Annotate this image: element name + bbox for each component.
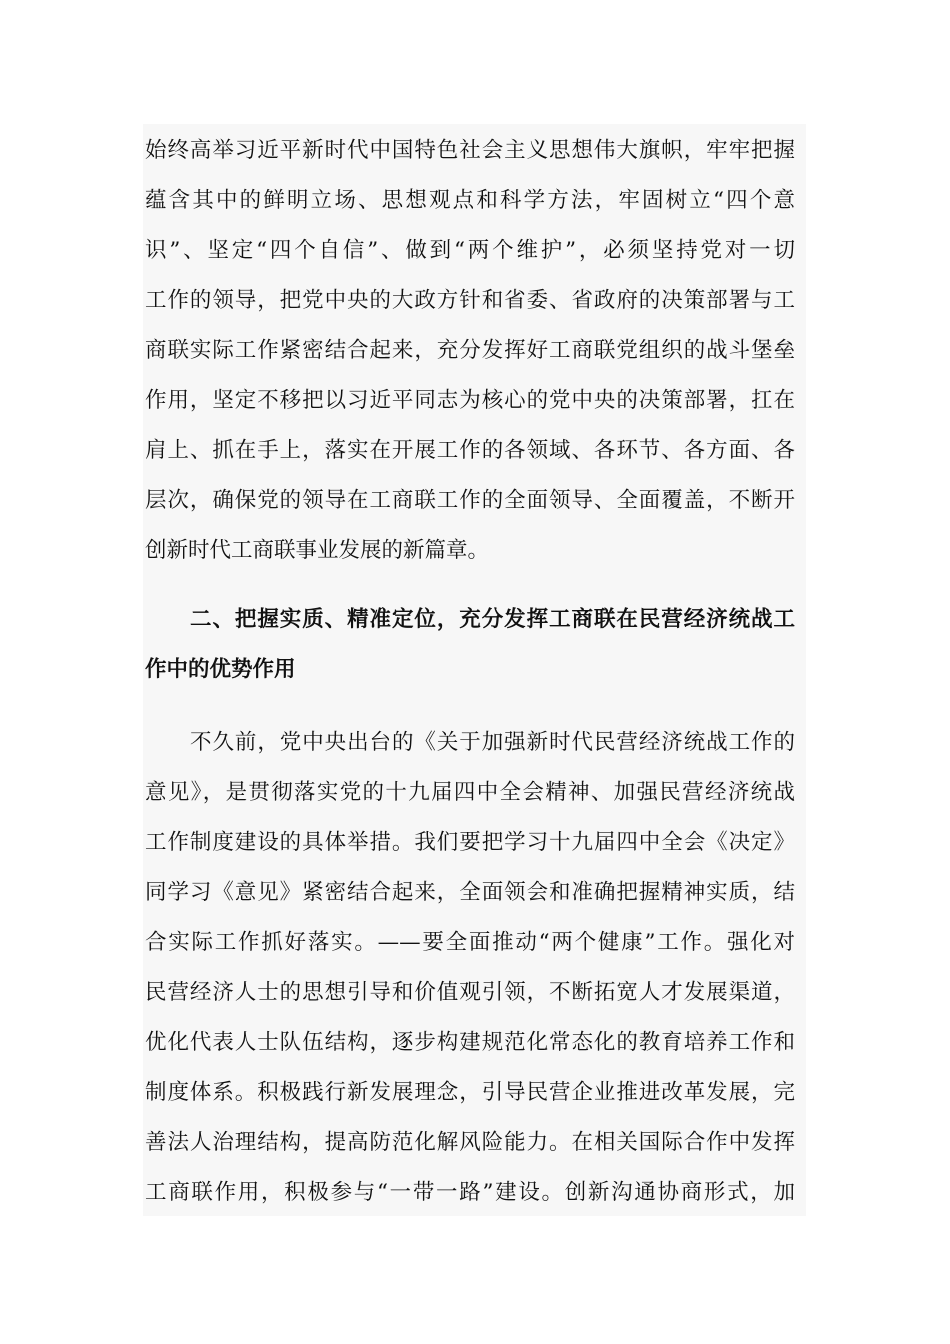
paragraph-2-line-1: 不久前，党中央出台的《关于加强新时代民营经济统战工作的 bbox=[190, 730, 795, 755]
paragraph-2-line-7: 优化代表人士队伍结构，逐步构建规范化常态化的教育培养工作和 bbox=[145, 1030, 795, 1055]
paragraph-1-line-6: 作用，坚定不移把以习近平同志为核心的党中央的决策部署，扛在 bbox=[145, 388, 795, 413]
paragraph-1-line-1: 始终高举习近平新时代中国特色社会主义思想伟大旗帜，牢牢把握 bbox=[145, 138, 795, 163]
paragraph-2-line-2: 意见》，是贯彻落实党的十九届四中全会精神、加强民营经济统战 bbox=[145, 780, 795, 805]
paragraph-2-line-5: 合实际工作抓好落实。——要全面推动“两个健康”工作。强化对 bbox=[145, 930, 795, 955]
paragraph-2-line-4: 同学习《意见》紧密结合起来，全面领会和准确把握精神实质，结 bbox=[145, 880, 795, 905]
section-heading-line-1: 二、把握实质、精准定位，充分发挥工商联在民营经济统战工 bbox=[190, 607, 795, 632]
paragraph-2-line-8: 制度体系。积极践行新发展理念，引导民营企业推进改革发展，完 bbox=[145, 1080, 795, 1105]
section-heading-line-2: 作中的优势作用 bbox=[145, 657, 296, 682]
paragraph-1-line-9: 创新时代工商联事业发展的新篇章。 bbox=[145, 538, 490, 563]
paragraph-1-line-4: 工作的领导，把党中央的大政方针和省委、省政府的决策部署与工 bbox=[145, 288, 795, 313]
paragraph-1-line-3: 识”、坚定“四个自信”、做到“两个维护”，必须坚持党对一切 bbox=[145, 238, 795, 263]
paragraph-1-line-5: 商联实际工作紧密结合起来，充分发挥好工商联党组织的战斗堡垒 bbox=[145, 338, 795, 363]
paragraph-2-line-10: 工商联作用，积极参与“一带一路”建设。创新沟通协商形式，加 bbox=[145, 1180, 795, 1205]
paragraph-1-line-8: 层次，确保党的领导在工商联工作的全面领导、全面覆盖，不断开 bbox=[145, 488, 795, 513]
paragraph-1-line-7: 肩上、抓在手上，落实在开展工作的各领域、各环节、各方面、各 bbox=[145, 438, 795, 463]
paragraph-2-line-6: 民营经济人士的思想引导和价值观引领，不断拓宽人才发展渠道， bbox=[145, 980, 795, 1005]
paragraph-1-line-2: 蕴含其中的鲜明立场、思想观点和科学方法，牢固树立“四个意 bbox=[145, 188, 795, 213]
paragraph-2-line-9: 善法人治理结构，提高防范化解风险能力。在相关国际合作中发挥 bbox=[145, 1130, 795, 1155]
paragraph-2-line-3: 工作制度建设的具体举措。我们要把学习十九届四中全会《决定》 bbox=[145, 830, 795, 855]
